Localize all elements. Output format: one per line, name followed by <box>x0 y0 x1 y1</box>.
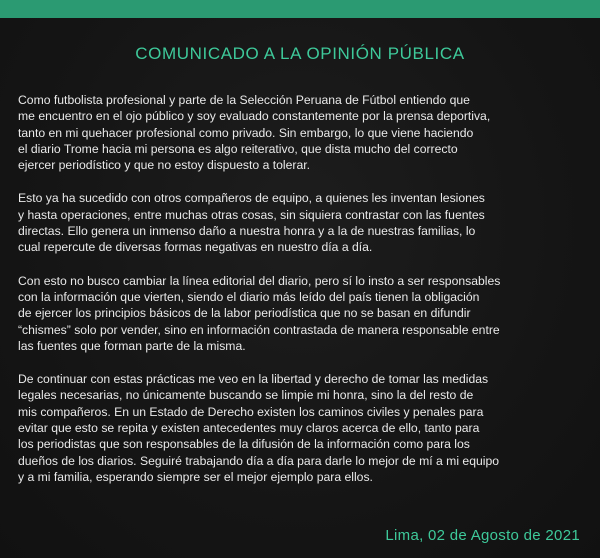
paragraph-2: Esto ya ha sucedido con otros compañeros de equipo, a quienes les inventan lesiones y hasta operaciones, entre muchas otras cosas, sin siquiera contrastar con las fuentes directas. Ello genera un inmenso daño a nuestra honra y a la de nuestras familias, lo cual repercute de diversas formas negativas en nuestro día a día. <box>18 191 485 255</box>
document-title: COMUNICADO A LA OPINIÓN PÚBLICA <box>135 44 465 63</box>
paragraph-4: De continuar con estas prácticas me veo en la libertad y derecho de tomar las medidas legales necesarias, no únicamente buscando se limpie mi honra, sino la del resto de mis compañeros. En un Estado de Derecho existen los caminos civiles y penales para evitar que esto se repita y existen antecedentes muy claros acerca de ello, tanto para los periodistas que son responsables de la difusión de la información como para los dueños de los diarios. Seguiré trabajando día a día para darle lo mejor de mí a mi equipo y a mi familia, esperando siempre ser el mejor ejemplo para ellos. <box>18 372 500 484</box>
paragraph-3: Con esto no busco cambiar la línea editorial del diario, pero sí lo insto a ser responsables con la información que vierten, siendo el diario más leído del país tienen la obligación de ejercer los principios básicos de la labor periodística que no se basan en difundir “chismes” solo por vender, sino en información contrastada de manera responsable entre las fuentes que forman parte de la misma. <box>18 273 501 353</box>
paragraph-1: Como futbolista profesional y parte de la Selección Peruana de Fútbol entiendo que me encuentro en el ojo público y soy evaluado constantemente por la prensa deportiva, tanto en mi quehacer profesional como privado. Sin embargo, lo que viene haciendo el diario Trome hacia mi persona es algo reiterativo, que dista mucho del correcto ejercer periodístico y que no estoy dispuesto a tolerar. <box>18 93 491 173</box>
place-date-signature: Lima, 02 de Agosto de 2021 <box>385 527 580 544</box>
document-body <box>18 92 588 502</box>
accent-top-bar <box>0 0 600 18</box>
